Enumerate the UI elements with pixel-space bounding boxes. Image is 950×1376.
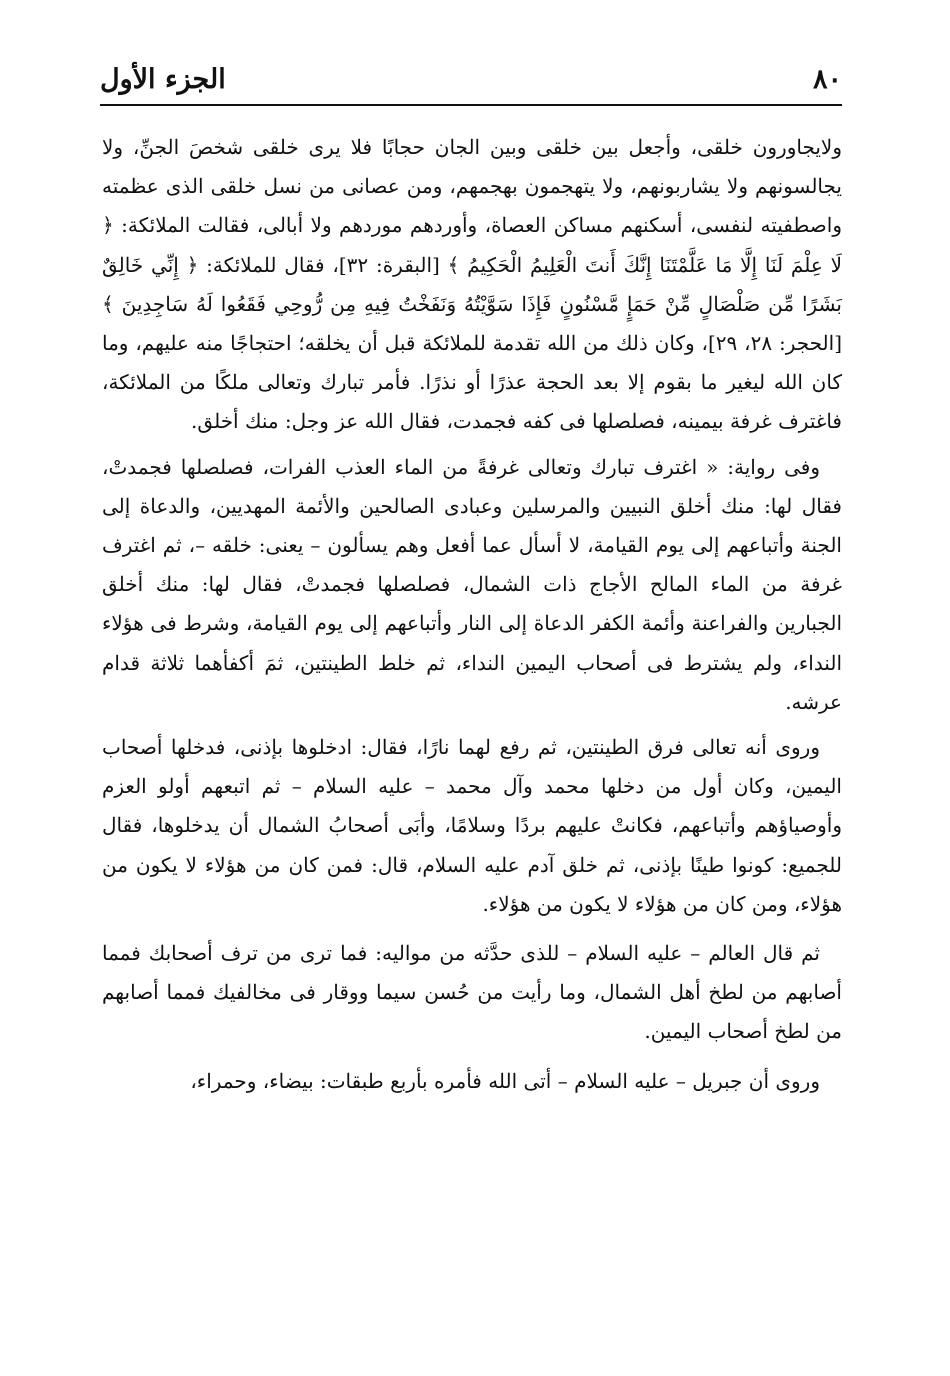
page-header xyxy=(100,58,842,102)
body-text xyxy=(102,128,842,1107)
paragraph-5: وروى أن جبريل – عليه السلام – أتى الله فأمره بأربع طبقات: بيضاء، وحمراء، xyxy=(190,1068,820,1093)
running-title: الجزء الأول xyxy=(100,64,226,95)
paragraph-2: وفى رواية: « اغترف تبارك وتعالى غرفةً من الماء العذب الفرات، فصلصلها فجمدتْ، فقال لها: منك أخلق النبيين والمرسلين وعبادى الصالحين والأئمة المهديين، والدعاة إلى الجنة وأتباعهم إلى يوم القيامة، لا أسأل عما أفعل وهم يسألون – يعنى: خلقه –، ثم اغترف غرفة من الماء المالح الأجاج ذات الشمال، فصلصلها فجمدتْ، فقال لها: منك أخلق الجبارين والفراعنة وأئمة الكفر الدعاة إلى النار وأتباعهم إلى يوم القيامة، وشرط فى هؤلاء النداء، ولم يشترط فى أصحاب اليمين النداء، ثم خلط الطينتين، ثمَ أكفأهما ثلاثة قدام عرشه. xyxy=(102,454,842,714)
header-divider xyxy=(100,104,842,106)
paragraph-4: ثم قال العالم – عليه السلام – للذى حدَّثه من مواليه: فما ترى من ترف أصحابك فمما أصابهم من لطخ أهل الشمال، وما رأيت من حُسن سيما ووقار فى مخالفيك فمما أصابهم من لطخ أصحاب اليمين. xyxy=(102,941,842,1044)
page-number: ٨٠ xyxy=(812,64,842,95)
paragraph-1: ولايجاورون خلقى، وأجعل بين خلقى وبين الجان حجابًا فلا يرى خلقى شخصَ الجنِّ، ولا يجالسونهم ولا يشاربونهم، ولا يتهجمون بهجمهم، ومن عصانى من نسل خلقى الذى عظمته واصطفيته لنفسى، أسكنهم مساكن العصاة، وأوردهم موردهم ولا أبالى، فقالت الملائكة: ﴿ لَا عِلْمَ لَنَا إِلَّا مَا عَلَّمْتَنَا إِنَّكَ أَنتَ الْعَلِيمُ الْحَكِيمُ ﴾ [البقرة: ٣٢]، فقال للملائكة: ﴿ إِنِّي خَالِقٌ بَشَرًا مِّن صَلْصَالٍ مِّنْ حَمَإٍ مَّسْنُونٍ فَإِذَا سَوَّيْتُهُ وَنَفَخْتُ فِيهِ مِن رُّوحِي فَقَعُوا لَهُ سَاجِدِينَ ﴾ [الحجر: ٢٨، ٢٩]، وكان ذلك من الله تقدمة للملائكة قبل أن يخلقه؛ احتجاجًا منه عليهم، وما كان الله ليغير ما بقوم إلا بعد الحجة عذرًا أو نذرًا. فأمر تبارك وتعالى ملكًا من الملائكة، فاغترف غرفة بيمينه، فصلصلها فى كفه فجمدت، فقال الله عز وجل: منك أخلق. xyxy=(102,135,843,434)
paragraph-3: وروى أنه تعالى فرق الطينتين، ثم رفع لهما نارًا، فقال: ادخلوها بإذنى، فدخلها أصحاب اليمين، وكان أول من دخلها محمد وآل محمد – عليه السلام – ثم اتبعهم أولو العزم وأوصياؤهم وأتباعهم، فكانتْ عليهم بردًا وسلامًا، وأبَى أصحابُ الشمال أن يدخلوها، فقال للجميع: كونوا طينًا بإذنى، ثم خلق آدم عليه السلام، قال: فمن كان من هؤلاء لا يكون من هؤلاء، ومن كان من هؤلاء لا يكون من هؤلاء. xyxy=(102,735,842,916)
